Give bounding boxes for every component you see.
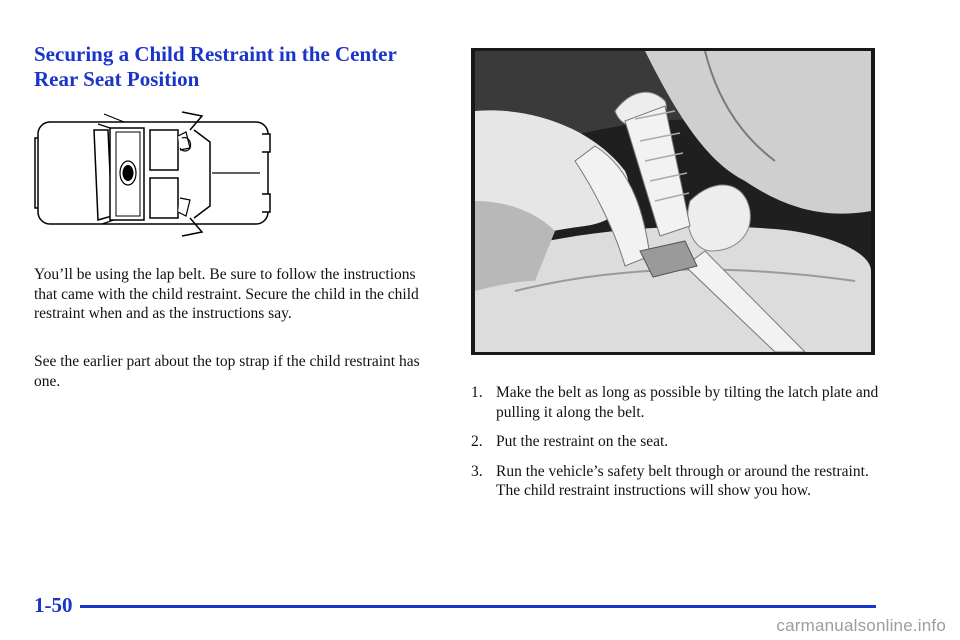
- step-number: 2.: [471, 433, 483, 450]
- page-number: 1-50: [34, 593, 73, 617]
- step-item: [471, 462, 881, 501]
- watermark: carmanualsonline.info: [776, 616, 946, 635]
- lap-belt-photo: [471, 48, 875, 355]
- vehicle-seating-diagram: [34, 108, 274, 240]
- top-strap-note: See the earlier part about the top strap if the child restraint has one.: [34, 353, 420, 390]
- step-number: 3.: [471, 462, 483, 480]
- step-text: Run the vehicle’s safety belt through or around the restraint. The child restraint instructions will show you how.: [496, 462, 869, 499]
- step-item: [471, 383, 881, 422]
- instruction-paragraph: You’ll be using the lap belt. Be sure to follow the instructions that came with the child restraint. Secure the child in the child restraint when and as the instructions say.: [34, 266, 419, 322]
- section-title: Securing a Child Restraint in the Center Rear Seat Position: [34, 42, 397, 91]
- footer-divider: [80, 605, 876, 608]
- steps-list: [471, 383, 881, 511]
- step-item: [471, 432, 881, 452]
- step-text: Make the belt as long as possible by tilting the latch plate and pulling it along the belt.: [496, 384, 879, 421]
- step-number: 1.: [471, 384, 483, 401]
- step-text: Put the restraint on the seat.: [496, 433, 669, 450]
